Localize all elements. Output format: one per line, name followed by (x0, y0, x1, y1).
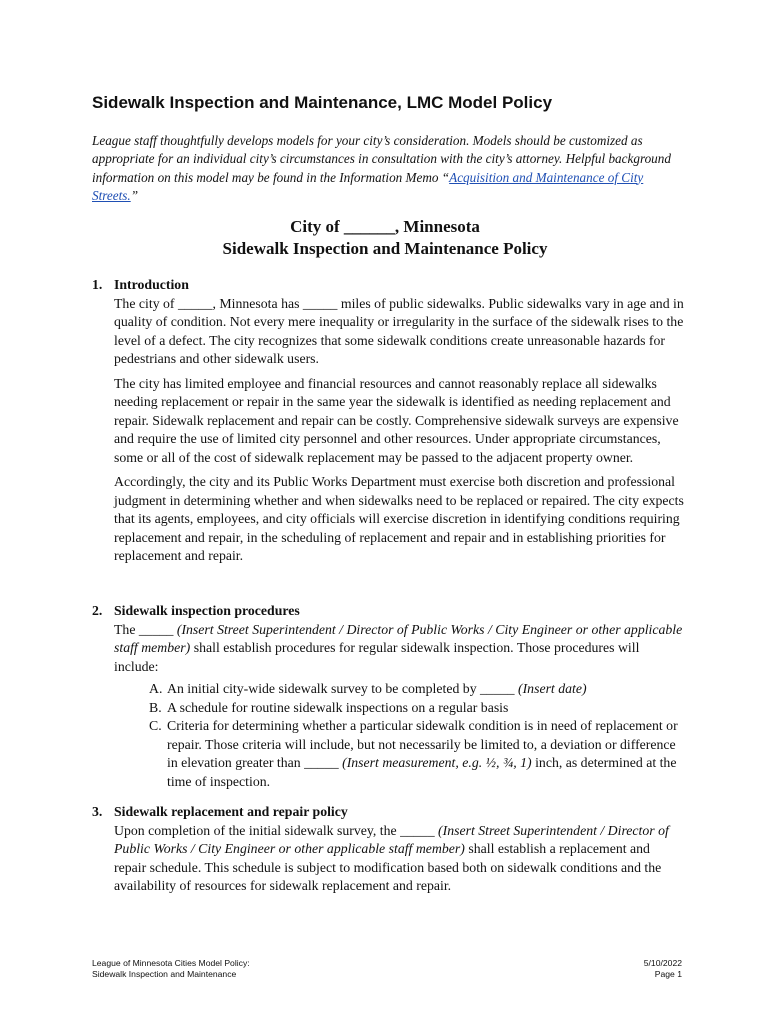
list-letter: B. (149, 699, 162, 715)
section-paragraph (114, 621, 684, 677)
list-letter: C. (149, 718, 162, 733)
list-text: An initial city-wide sidewalk survey to be completed by _____ (167, 681, 518, 696)
policy-title (0, 216, 770, 260)
list-text: Criteria for determining whether a particular sidewalk condition is in need of replacement or repair. Those criteria will include, but not necessarily be limited to, a deviation or difference in elevation greater than _____ (167, 718, 678, 770)
paragraph-text: The _____ (114, 621, 177, 637)
paragraph-text: Upon completion of the initial sidewalk survey, the _____ (114, 822, 439, 838)
policy-title-name: Sidewalk Inspection and Maintenance Policy (222, 239, 548, 258)
list-item (149, 699, 684, 718)
paragraph-placeholder: (Insert Street Superintendent / Director of Public Works / City Engineer or other applicable staff member) (114, 822, 669, 856)
note-text: League staff thoughtfully develops models for your city’s consideration. Models should be customized as appropriate for an individual city’s circumstances in consultation with the city’s attorney. Helpful background information on this model may be found in the Information Memo “ (92, 133, 671, 185)
section-paragraph (114, 822, 684, 896)
footer-line: League of Minnesota Cities Model Policy: (92, 958, 250, 968)
model-policy-note (92, 132, 692, 205)
section-heading: Sidewalk replacement and repair policy (114, 804, 348, 819)
section-inspection-procedures (92, 602, 684, 791)
list-text: inch, as determined at the time of inspection. (167, 755, 677, 789)
section-paragraph: The city has limited employee and financial resources and cannot reasonably replace all sidewalks needing replacement or repair in the same year the sidewalk is identified as needing replacement and repair. Sidewalk replacement and repair can be costly. Comprehensive sidewalk surveys are expensive and require the use of limited city personnel and other resources. Under appropriate circumstances, some or all of the cost of sidewalk replacement may be passed to the adjacent property owner. (114, 375, 679, 465)
list-text: A schedule for routine sidewalk inspections on a regular basis (167, 699, 509, 715)
section-heading: Introduction (114, 277, 189, 292)
document-title: Sidewalk Inspection and Maintenance, LMC Model Policy (92, 93, 553, 112)
policy-title-city: City of ______, Minnesota (290, 217, 480, 236)
list-placeholder: (Insert date) (517, 681, 587, 696)
footer-meta (644, 958, 682, 980)
list-item (149, 680, 684, 699)
footer-page-number: Page 1 (654, 969, 682, 979)
footer-date: 5/10/2022 (643, 958, 682, 968)
paragraph-text: shall establish a replacement and repair schedule. This schedule is subject to modification based both on sidewalk conditions and the availability of resources for sidewalk replacement and repair. (114, 841, 662, 893)
paragraph-placeholder: (Insert Street Superintendent / Director of Public Works / City Engineer or other applicable staff member) (114, 621, 683, 655)
procedure-list (149, 680, 684, 791)
section-replacement-policy (92, 803, 684, 896)
info-memo-link[interactable]: Acquisition and Maintenance of City Streets. (92, 169, 644, 203)
note-end: ” (130, 187, 139, 203)
paragraph-text: shall establish procedures for regular sidewalk inspection. Those procedures will include: (114, 640, 640, 674)
section-number: 3. (92, 804, 103, 819)
section-number: 2. (92, 603, 103, 618)
section-paragraph: Accordingly, the city and its Public Works Department must exercise both discretion and professional judgment in determining whether and when sidewalks need to be replaced or repaired. The city expects that its agents, employees, and city officials will exercise discretion in identifying conditions requiring replacement and repair, in the scheduling of replacement and repair and in establishing priorities for replacement and repair. (114, 474, 684, 563)
section-heading: Sidewalk inspection procedures (114, 603, 300, 618)
list-letter: A. (149, 681, 163, 696)
list-item (149, 717, 684, 791)
section-introduction (92, 276, 684, 566)
section-number: 1. (92, 277, 103, 292)
footer-line: Sidewalk Inspection and Maintenance (92, 969, 237, 979)
section-paragraph: The city of _____, Minnesota has _____ miles of public sidewalks. Public sidewalks vary in age and in quality of condition. Not every mere inequality or irregularity in the surface of the sidewalk rises to the level of a defect. The city recognizes that some sidewalk conditions create unreasonable hazards for pedestrians and other sidewalk users. (114, 295, 684, 366)
list-placeholder: (Insert measurement, e.g. ½, ¾, 1) (342, 755, 532, 770)
footer-source (92, 958, 250, 980)
